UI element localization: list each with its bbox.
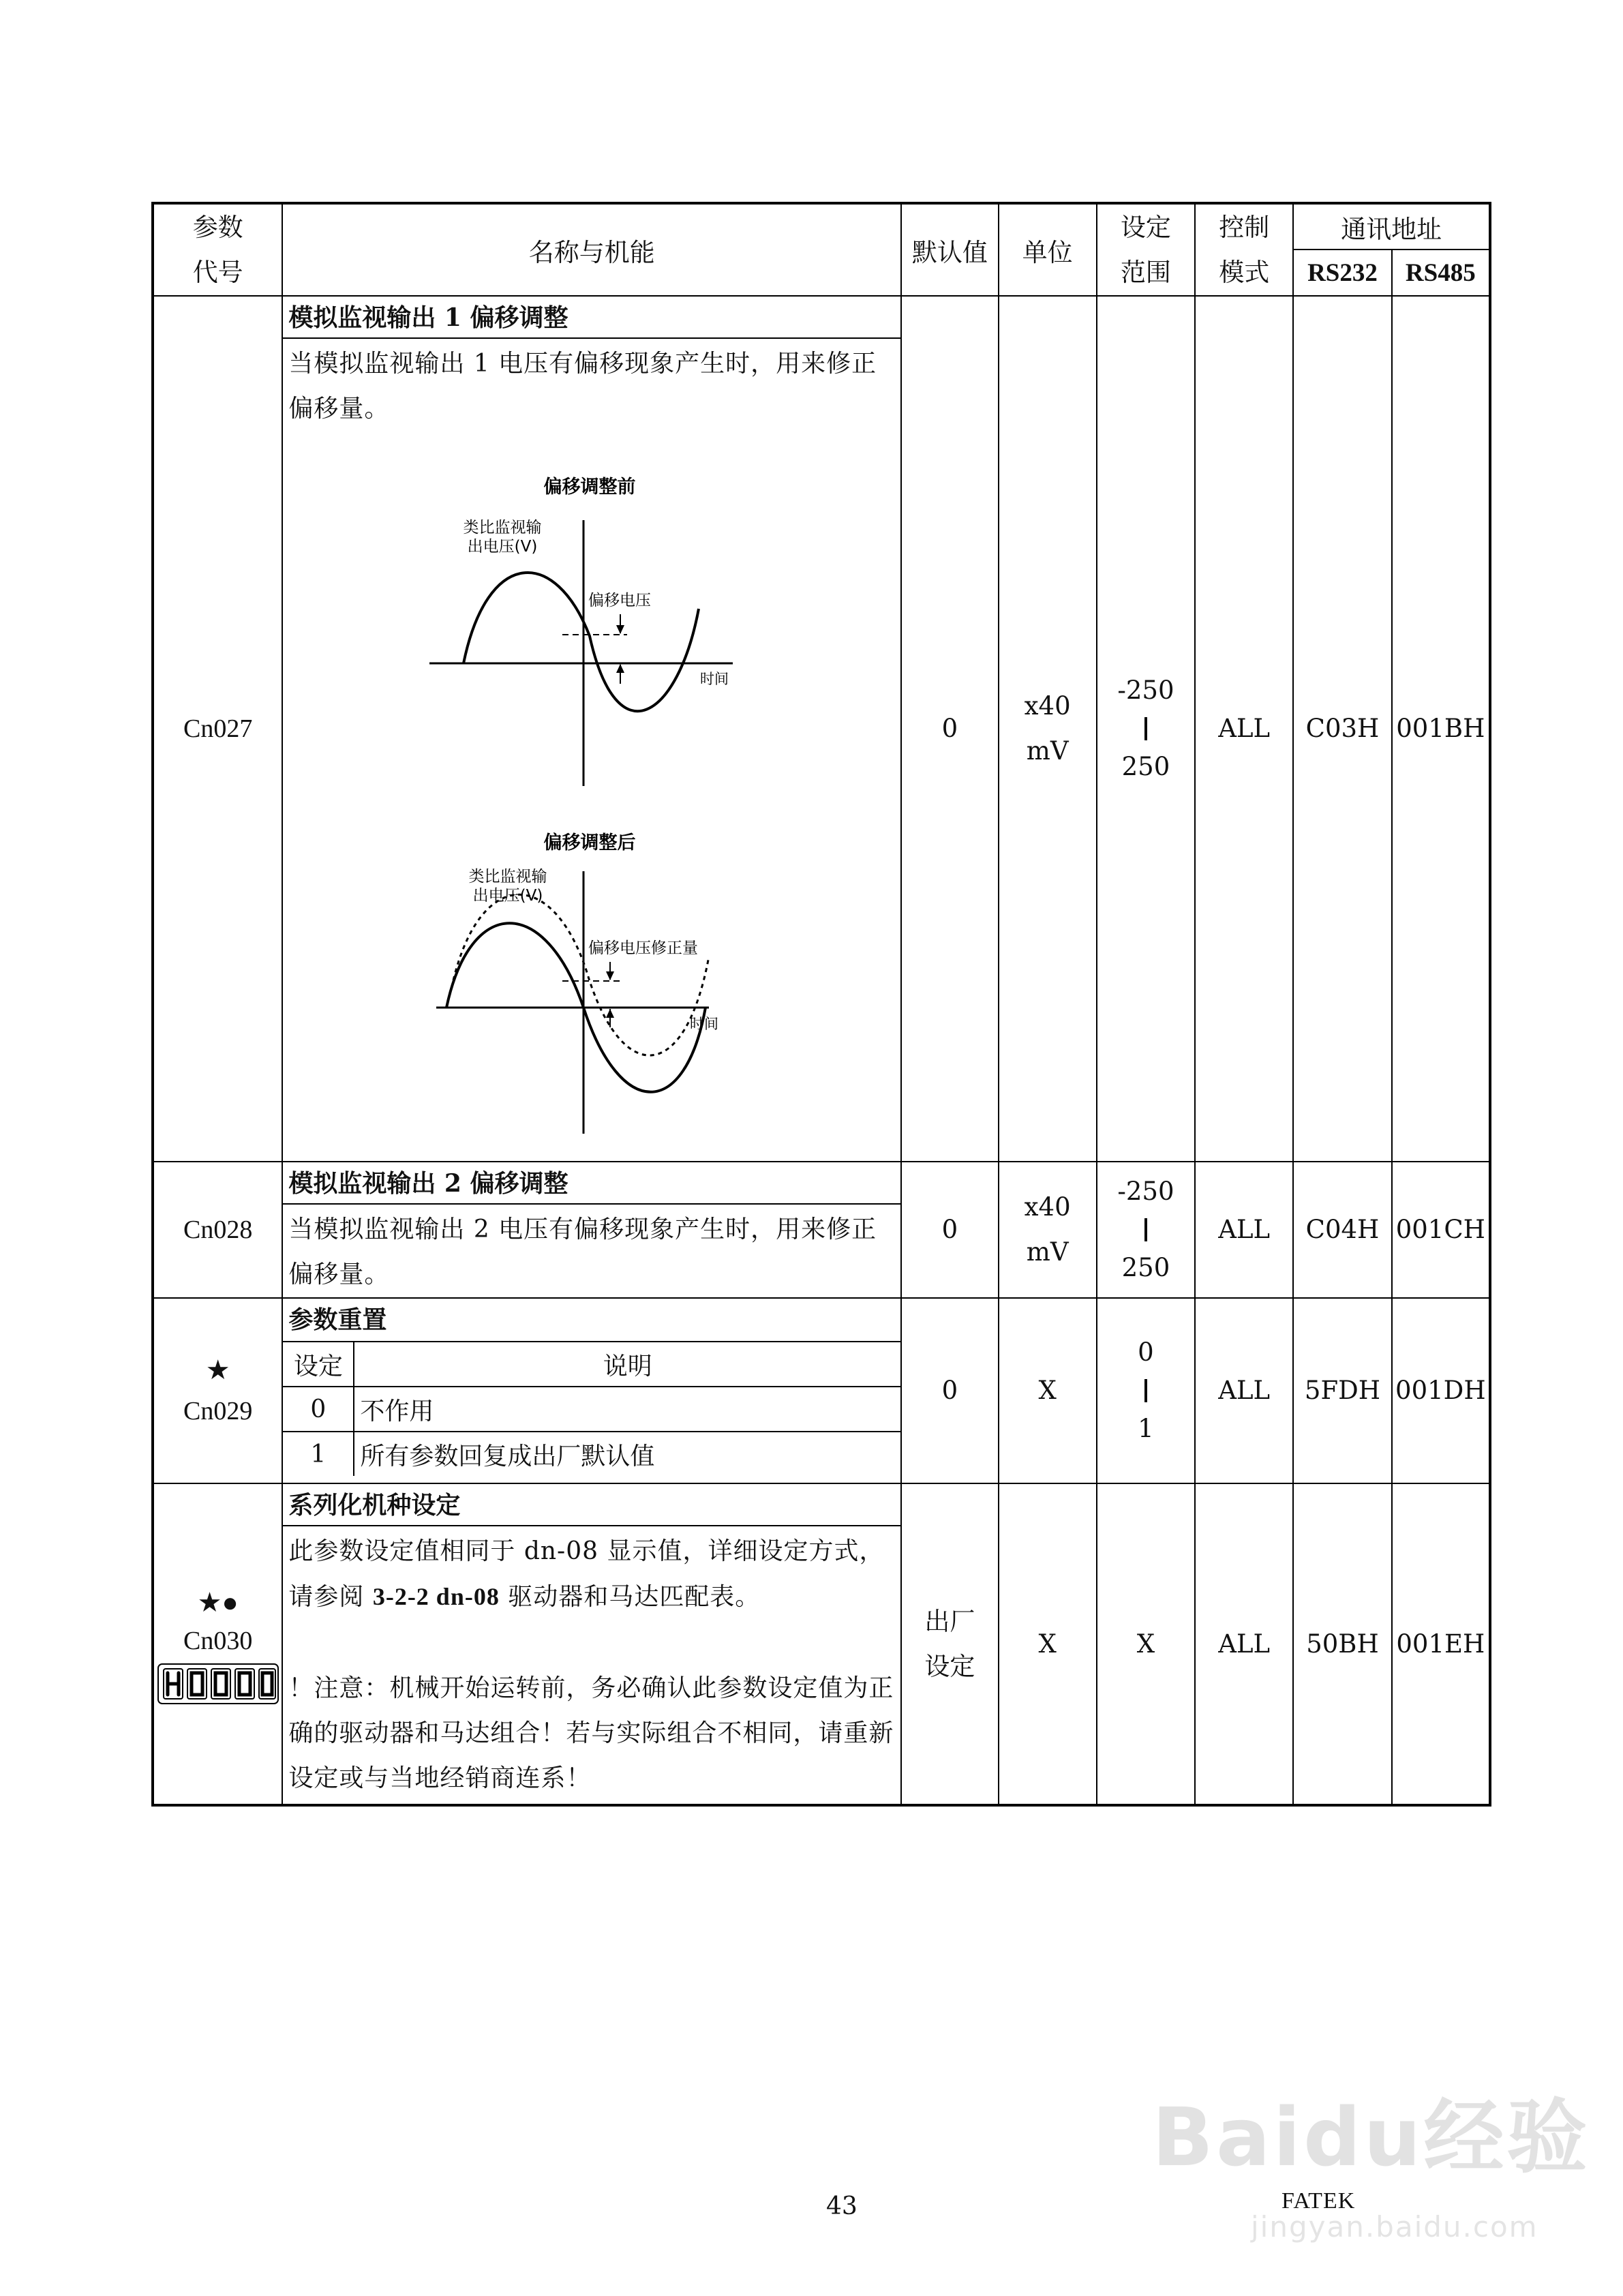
- param-code: Cn028: [153, 1162, 282, 1298]
- param-desc-text: 当模拟监视输出 2 电压有偏移现象产生时，用来修正偏移量。: [288, 1215, 877, 1288]
- range-separator: [1144, 1379, 1147, 1402]
- param-description: [282, 296, 901, 1162]
- table-header-row-1: [153, 203, 1490, 250]
- param-code: Cn029: [183, 1397, 253, 1425]
- param-default: 0: [901, 1298, 998, 1483]
- param-code: Cn030: [183, 1626, 253, 1655]
- param-description: [282, 1162, 901, 1298]
- header-rs485: RS485: [1392, 250, 1490, 296]
- baidu-watermark-logo: Baidu经验: [1152, 2090, 1590, 2184]
- figure-before-annotation: 偏移电压: [588, 592, 652, 609]
- param-unit: X: [999, 1483, 1097, 1805]
- param-mark: ★●: [197, 1586, 239, 1618]
- offset-adjust-figure: [283, 432, 900, 1154]
- figure-before-ylabel-2: 出电压(V): [468, 538, 538, 556]
- before-arrowhead-down: [616, 625, 624, 634]
- figure-after-xlabel: 时间: [690, 1016, 719, 1032]
- after-offset-curve-dotted: [453, 894, 709, 1055]
- param-title: 模拟监视输出 1 偏移调整: [283, 297, 900, 339]
- figure-before-xlabel: 时间: [700, 671, 729, 687]
- param-unit: x40 mV: [999, 296, 1097, 1162]
- figure-after-title: 偏移调整后: [543, 832, 636, 854]
- param-rs485: 001EH: [1392, 1483, 1490, 1805]
- param-range: -250 250: [1097, 296, 1195, 1162]
- param-control-mode: ALL: [1195, 1162, 1293, 1298]
- figure-after-ylabel-1: 类比监视输: [468, 868, 547, 886]
- param-unit: x40 mV: [999, 1162, 1097, 1298]
- page-number: 43: [826, 2192, 858, 2220]
- footer-brand: FATEK: [1281, 2188, 1356, 2214]
- param-rs232: 5FDH: [1293, 1298, 1391, 1483]
- header-param-code: 参数 代号: [153, 203, 282, 296]
- range-separator: [1144, 1218, 1147, 1241]
- param-default: 0: [901, 1162, 998, 1298]
- figure-before-ylabel-1: 类比监视输: [463, 519, 542, 537]
- table-row: [153, 296, 1490, 1162]
- range-separator: [1144, 717, 1147, 740]
- after-arrowhead-down: [606, 971, 614, 980]
- param-rs485: 001BH: [1392, 296, 1490, 1162]
- header-comm-address: 通讯地址: [1293, 203, 1490, 250]
- before-sine-curve: [464, 573, 699, 711]
- param-rs232: C04H: [1293, 1162, 1391, 1298]
- param-title: 参数重置: [288, 1305, 387, 1334]
- option-table: [283, 1341, 900, 1476]
- param-description: [282, 1298, 901, 1483]
- param-unit: X: [999, 1298, 1097, 1483]
- baidu-watermark-url: jingyan.baidu.com: [1251, 2210, 1538, 2244]
- header-control-mode: 控制 模式: [1195, 203, 1293, 296]
- param-range: -250 250: [1097, 1162, 1195, 1298]
- param-code: Cn027: [153, 296, 282, 1162]
- after-arrowhead-up: [606, 1009, 614, 1018]
- param-code-cell: [153, 1298, 282, 1483]
- param-desc-text: 此参数设定值相同于 dn-08 显示值，详细设定方式， 请参阅 3-2-2 dn-08 驱动器和马达匹配表。: [288, 1537, 885, 1611]
- param-title: 模拟监视输出 2 偏移调整: [283, 1162, 900, 1205]
- header-range: 设定 范围: [1097, 203, 1195, 296]
- param-rs485: 001DH: [1392, 1298, 1490, 1483]
- option-text: 所有参数回复成出厂默认值: [354, 1432, 900, 1476]
- param-code-cell: [153, 1483, 282, 1805]
- figure-after-annotation: 偏移电压修正量: [588, 939, 699, 957]
- option-header-explanation: 说明: [354, 1342, 900, 1387]
- param-control-mode: ALL: [1195, 1483, 1293, 1805]
- table-row: [153, 1298, 1490, 1483]
- header-unit: 单位: [999, 203, 1097, 296]
- figure-before-title: 偏移调整前: [543, 477, 636, 498]
- param-range: X: [1097, 1483, 1195, 1805]
- param-default: 0: [901, 296, 998, 1162]
- header-name-function: 名称与机能: [282, 203, 901, 296]
- header-rs232: RS232: [1293, 250, 1391, 296]
- option-text: 不作用: [354, 1387, 900, 1432]
- parameter-table: [151, 202, 1491, 1807]
- param-range: 0 1: [1097, 1298, 1195, 1483]
- param-rs232: C03H: [1293, 296, 1391, 1162]
- param-rs485: 001CH: [1392, 1162, 1490, 1298]
- param-mark: ★: [205, 1355, 230, 1385]
- table-row: [153, 1483, 1490, 1805]
- param-control-mode: ALL: [1195, 1298, 1293, 1483]
- option-value: 0: [283, 1387, 354, 1432]
- option-row: [283, 1432, 900, 1476]
- param-rs232: 50BH: [1293, 1483, 1391, 1805]
- param-note: ！注意：机械开始运转前，务必确认此参数设定值为正确的驱动器和马达组合！若与实际组合不相同，请重新设定或与当地经销商连系！: [288, 1674, 894, 1792]
- table-row: [153, 1162, 1490, 1298]
- option-header-row: [283, 1342, 900, 1387]
- option-header-setting: 设定: [283, 1342, 354, 1387]
- option-value: 1: [283, 1432, 354, 1476]
- param-desc-text: 当模拟监视输出 1 电压有偏移现象产生时，用来修正偏移量。: [288, 350, 877, 423]
- param-default: 出厂 设定: [901, 1483, 998, 1805]
- param-title: 系列化机种设定: [283, 1484, 900, 1526]
- header-default: 默认值: [901, 203, 998, 296]
- seven-segment-display-icon: [157, 1663, 279, 1705]
- option-row: [283, 1387, 900, 1432]
- before-arrowhead-up: [616, 664, 624, 673]
- param-description: [282, 1483, 901, 1805]
- param-control-mode: ALL: [1195, 296, 1293, 1162]
- figure-after-ylabel-2: 出电压(V): [473, 887, 543, 905]
